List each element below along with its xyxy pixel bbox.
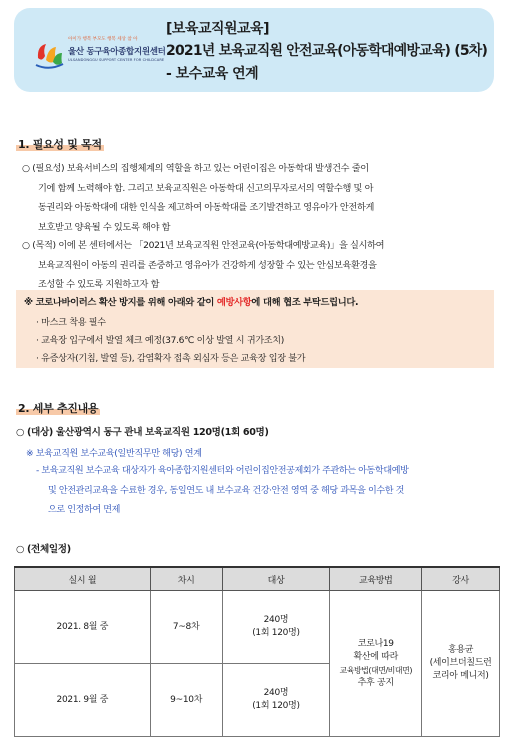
schedule-heading: ○ (전체일정) bbox=[16, 544, 71, 555]
para-line: 동권리와 아동학대에 대한 인식을 제고하여 아동학대를 조기발견하고 영유아가 안전하게 bbox=[38, 202, 374, 213]
covid-notice-box bbox=[16, 290, 494, 368]
detail-line: 으로 인정하여 면제 bbox=[48, 505, 121, 515]
covid-notice-heading bbox=[24, 294, 358, 308]
header-category: [보육교직원교육] bbox=[166, 21, 269, 37]
para-line: 보호받고 양육될 수 있도록 해야 함 bbox=[38, 221, 171, 233]
schedule-table bbox=[14, 566, 500, 737]
target-count: 240명 bbox=[263, 688, 289, 698]
instructor-line: 홍용균 bbox=[447, 645, 474, 655]
header-banner bbox=[14, 8, 494, 92]
cell-target bbox=[222, 664, 330, 737]
notice-item: · 교육장 입구에서 발열 체크 예정(37.6℃ 이상 발열 시 귀가조치) bbox=[36, 336, 285, 346]
target-count: 240명 bbox=[263, 615, 289, 625]
detail-line: 및 안전관리교육을 수료한 경우, 동일연도 내 보수교육 건강·안전 영역 중 해당 과목을 이수한 것 bbox=[48, 485, 404, 496]
method-line: 코로나19 bbox=[357, 638, 394, 649]
para-line: 조성할 수 있도록 지원하고자 함 bbox=[38, 279, 160, 290]
notice-head-text: ※ 코로나바이러스 확산 방지를 위해 아래와 같이 bbox=[24, 297, 217, 308]
center-logo bbox=[34, 36, 166, 74]
header-title: 2021년 보육교직원 안전교육(아동학대예방교육) (5차) bbox=[166, 43, 488, 59]
section2-title-text: 2. 세부 추진내용 bbox=[18, 402, 99, 415]
method-line: 교육방법(대면/비대면) bbox=[339, 665, 412, 675]
table-row bbox=[15, 591, 500, 664]
section2-title bbox=[16, 400, 100, 416]
center-logo-icon bbox=[34, 38, 64, 70]
cell-session: 9~10차 bbox=[150, 664, 222, 737]
section1-paragraph-purpose bbox=[22, 236, 502, 295]
cell-session: 7~8차 bbox=[150, 591, 222, 664]
target-line: ○ (대상) 울산광역시 동구 관내 보육교직원 120명(1회 60명) bbox=[16, 427, 269, 438]
cell-instructor bbox=[422, 591, 500, 737]
para-line: 보육교직원이 아동의 권리를 존중하고 영유아가 건강하게 성장할 수 있는 안심보육환경을 bbox=[38, 259, 377, 271]
col-header-session: 차시 bbox=[150, 567, 222, 591]
instructor-line: (세이브더칠드런 bbox=[429, 658, 492, 668]
instructor-line: 코리아 메니저) bbox=[432, 671, 489, 681]
header-subtitle: - 보수교육 연계 bbox=[166, 66, 259, 82]
target-per-session: (1회 120명) bbox=[252, 628, 300, 638]
notice-head-text: 에 대해 협조 부탁드립니다. bbox=[251, 297, 359, 308]
para-line: ○ (필요성) 보육서비스의 집행체계의 역할을 하고 있는 어린이집은 아동학대 발생건수 줄이 bbox=[22, 163, 369, 174]
col-header-instructor: 강사 bbox=[422, 567, 500, 591]
para-line: 기에 함께 노력해야 함. 그리고 보육교직원은 아동학대 신고의무자로서의 역할수행 및 아 bbox=[38, 182, 374, 194]
table-header-row bbox=[15, 567, 500, 591]
notice-item: · 유증상자(기침, 발열 등), 감염확자 접촉 외심자 등은 교육장 입장 불가 bbox=[36, 354, 306, 364]
cell-month: 2021. 8월 중 bbox=[15, 591, 151, 664]
para-line: ○ (목적) 이에 본 센터에서는 「2021년 보육교직원 안전교육(아동학대예방교육)」을 실시하여 bbox=[22, 240, 385, 251]
target-per-session: (1회 120명) bbox=[252, 701, 300, 711]
header-title-block bbox=[166, 18, 502, 86]
col-header-method: 교육방법 bbox=[330, 567, 422, 591]
section1-title-text: 1. 필요성 및 목적 bbox=[18, 138, 102, 151]
cell-target bbox=[222, 591, 330, 664]
col-header-target: 대상 bbox=[222, 567, 330, 591]
logo-english: ULSANDONGGU SUPPORT CENTER FOR CHILDCARE bbox=[68, 58, 165, 62]
exemption-detail bbox=[30, 462, 500, 521]
cell-month: 2021. 9월 중 bbox=[15, 664, 151, 737]
col-header-month: 실시 월 bbox=[15, 567, 151, 591]
notice-item: · 마스크 착용 필수 bbox=[36, 318, 106, 328]
method-line: 확산에 따라 bbox=[353, 651, 398, 662]
section1-title bbox=[16, 136, 104, 152]
training-link-note: ※ 보육교직원 보수교육(일반직무만 해당) 연계 bbox=[26, 449, 202, 459]
section1-paragraph-need bbox=[22, 159, 502, 237]
logo-tagline: 아이가 행복 부모도 행복 세상 참 아 bbox=[68, 37, 138, 42]
cell-method bbox=[330, 591, 422, 737]
method-line: 추후 공지 bbox=[357, 677, 394, 688]
logo-name: 울산 동구육아종합지원센터 bbox=[68, 47, 166, 57]
detail-line: - 보육교직원 보수교육 대상자가 육아종합지원센터와 어린이집안전공제회가 주관하는 아동학대예방 bbox=[36, 466, 409, 476]
notice-head-highlight: 예방사항 bbox=[216, 297, 252, 308]
